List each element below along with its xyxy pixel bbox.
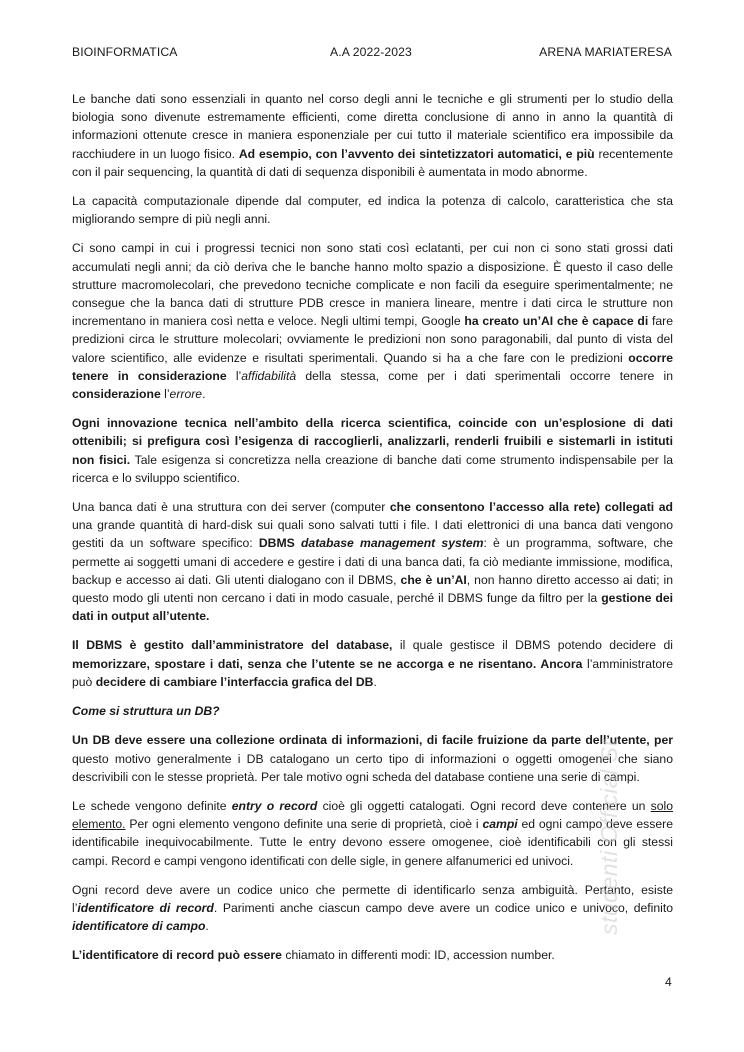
section-heading: Come si struttura un DB? — [72, 704, 220, 719]
paragraph-10: L’identificatore di record può essere chiamato in differenti modi: ID, accession number. — [72, 948, 555, 963]
paragraph-5: Una banca dati è una struttura con dei server (computer che consentono l’accesso alla rete) collegati ad una grande quantità di hard-disk sui quali sono salvati tutti i file. I dati elettronici di una banca dati vengono gestiti da un software specifico: DBMS database management system: è un programma, software, che permette ai soggetti umani di accedere e gestire i dati di una banca dati, fa ciò mediante immissione, modifica, backup e accesso ai dati. Gli utenti dialogano con il DBMS, che è un’AI, non hanno diretto accesso ai dati; in questo modo gli utenti non cercano i dati in modo casuale, perché il DBMS funge da filtro per la gestione dei dati in output all’utente. — [72, 500, 674, 624]
header-year: A.A 2022-2023 — [330, 45, 412, 59]
paragraph-2: La capacità computazionale dipende dal computer, ed indica la potenza di calcolo, caratteristica che sta migliorando sempre di più negli anni. — [72, 194, 673, 227]
paragraph-9: Ogni record deve avere un codice unico che permette di identificarlo senza ambiguità. Pertanto, esiste l’identificatore di record. Parimenti anche ciascun campo deve avere un codice unico e univoco, definito identificatore di campo. — [72, 882, 673, 934]
header-course: BIOINFORMATICA — [72, 45, 178, 59]
paragraph-8: Le schede vengono definite entry o record cioè gli oggetti catalogati. Ogni record deve contenere un solo elemento. Per ogni elemento vengono definite una serie di proprietà, cioè i campi ed ogni campo deve essere identificabile inequivocabilmente. Tutte le entry devono essere omogenee, cioè identificabili con gli stessi campi. Record e campi vengono identificati con delle sigle, in genere alfanumerici ed univoci. — [72, 798, 674, 868]
paragraph-7: Un DB deve essere una collezione ordinata di informazioni, di facile fruizione da parte dell’utente, per questo motivo generalmente i DB catalogano un certo tipo di informazioni o oggetti omogenei che siano descrivibili con le stesse proprietà. Per tale motivo ogni scheda del database contiene una serie di campi. — [72, 733, 673, 784]
paragraph-6: Il DBMS è gestito dall’amministratore del database, il quale gestisce il DBMS potendo decidere di memorizzare, spostare i dati, senza che l’utente se ne accorga e ne risentano. Ancora l’amministratore può decidere di cambiare l’interfaccia grafica del DB. — [72, 638, 674, 689]
page-number: 4 — [665, 975, 672, 989]
header-author: ARENA MARIATERESA — [539, 45, 672, 59]
page-header — [72, 45, 672, 63]
paragraph-1: Le banche dati sono essenziali in quanto nel corso degli anni le tecniche e gli strumenti per lo studio della biologia sono divenute estremamente efficienti, come diretta conclusione di anno in anno la quantità di informazioni ottenute cresce in maniera esponenziale per cui tutto il materiale scientifico era impossibile da racchiudere in un luogo fisico. Ad esempio, con l’avvento dei sintetizzatori automatici, e più recentemente con il pair sequencing, la quantità di dati di sequenza disponibili è aumentata in modo abnorme. — [72, 92, 673, 179]
paragraph-4: Ogni innovazione tecnica nell’ambito della ricerca scientifica, coincide con un’esplosione di dati ottenibili; si prefigura così l’esigenza di raccoglierli, analizzarli, renderli fruibili e sistemarli in istituti non fisici. Tale esigenza si concretizza nella creazione di banche dati come strumento indispensabile per la ricerca e lo sviluppo scientifico. — [72, 416, 673, 485]
watermark: studenti Official St — [596, 739, 622, 935]
paragraph-3: Ci sono campi in cui i progressi tecnici non sono stati così eclatanti, per cui non ci sono stati grossi dati accumulati negli anni; da ciò deriva che le banche hanno molto spazio a disposizione. È questo il caso delle strutture macromolecolari, che prevedono tecniche complicate e non facili da eseguire sperimentalmente; ne consegue che la banca dati di strutture PDB cresce in maniera lineare, mentre i dati circa le strutture non incrementano in maniera così netta e veloce. Negli ultimi tempi, Google ha creato un’AI che è capace di fare predizioni circa le strutture molecolari; ovviamente le predizioni non sono paragonabili, dal punto di vista del valore scientifico, alle evidenze e risultati sperimentali. Quando si ha a che fare con le predizioni occorre tenere in considerazione l’affidabilità della stessa, come per i dati sperimentali occorre tenere in considerazione l’errore. — [72, 241, 674, 402]
document-body — [72, 90, 673, 976]
